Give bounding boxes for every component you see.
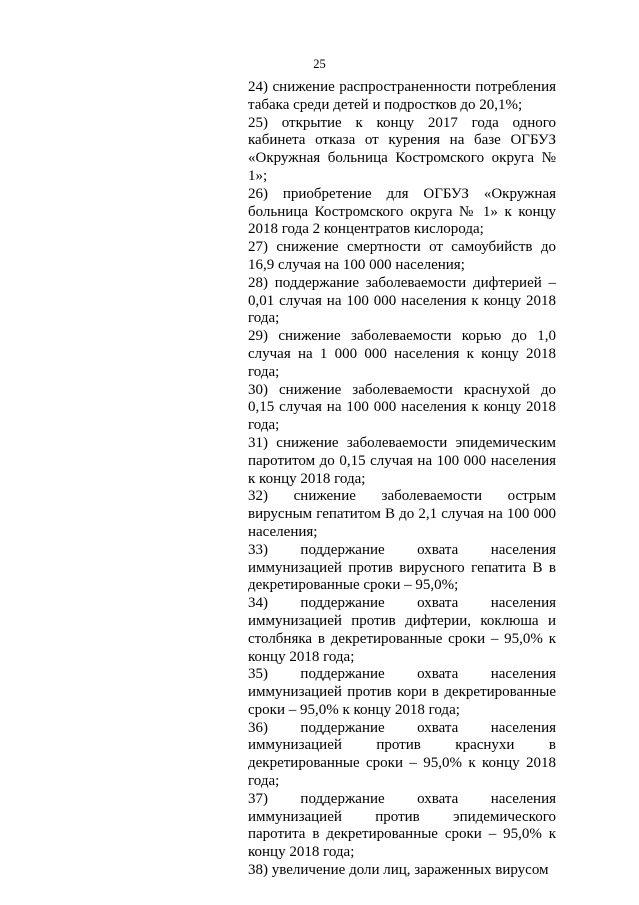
list-item-38: 38) увеличение доли лиц, зараженных вирусом — [248, 862, 549, 879]
list-item-30: 30) снижение заболеваемости краснухой до 0,15 случая на 100 000 населения к концу 2018 года; — [248, 381, 556, 434]
list-item-31: 31) снижение заболеваемости эпидемическим паротитом до 0,15 случая на 100 000 населения к концу 2018 года; — [248, 434, 556, 487]
list-item-24: 24) снижение распространенности потребления табака среди детей и подростков до 20,1%; — [248, 79, 556, 113]
list-item-34: 34) поддержание охвата населения иммунизацией против дифтерии, коклюша и столбняка в декретированные сроки – 95,0% к концу 2018 года; — [248, 595, 556, 665]
list-item-26: 26) приобретение для ОГБУЗ «Окружная больница Костромского округа № 1» к концу 2018 года 2 концентратов кислорода; — [248, 185, 556, 238]
page-number: 25 — [313, 57, 326, 71]
list-item-29: 29) снижение заболеваемости корью до 1,0 случая на 1 000 000 населения к концу 2018 года; — [248, 328, 556, 380]
list-item-33: 33) поддержание охвата населения иммунизацией против вирусного гепатита В в декретированные сроки – 95,0%; — [248, 541, 556, 594]
list-item-36: 36) поддержание охвата населения иммунизацией против краснухи в декретированные сроки – 95,0% к концу 2018 года; — [248, 719, 556, 790]
list-item-27: 27) снижение смертности от самоубийств до 16,9 случая на 100 000 населения; — [248, 239, 556, 273]
list-item-35: 35) поддержание охвата населения иммунизацией против кори в декретированные сроки – 95,0% к концу 2018 года; — [248, 666, 556, 718]
list-item-32: 32) снижение заболеваемости острым вирусным гепатитом В до 2,1 случая на 100 000 населения; — [248, 488, 556, 540]
document-body — [248, 79, 556, 880]
list-item-25: 25) открытие к концу 2017 года одного кабинета отказа от курения на базе ОГБУЗ «Окружная больница Костромского округа № 1»; — [248, 114, 556, 184]
list-item-28: 28) поддержание заболеваемости дифтерией – 0,01 случая на 100 000 населения к концу 2018 года; — [248, 274, 556, 327]
list-item-37: 37) поддержание охвата населения иммунизацией против эпидемического паротита в декретированные сроки – 95,0% к концу 2018 года; — [248, 790, 556, 861]
